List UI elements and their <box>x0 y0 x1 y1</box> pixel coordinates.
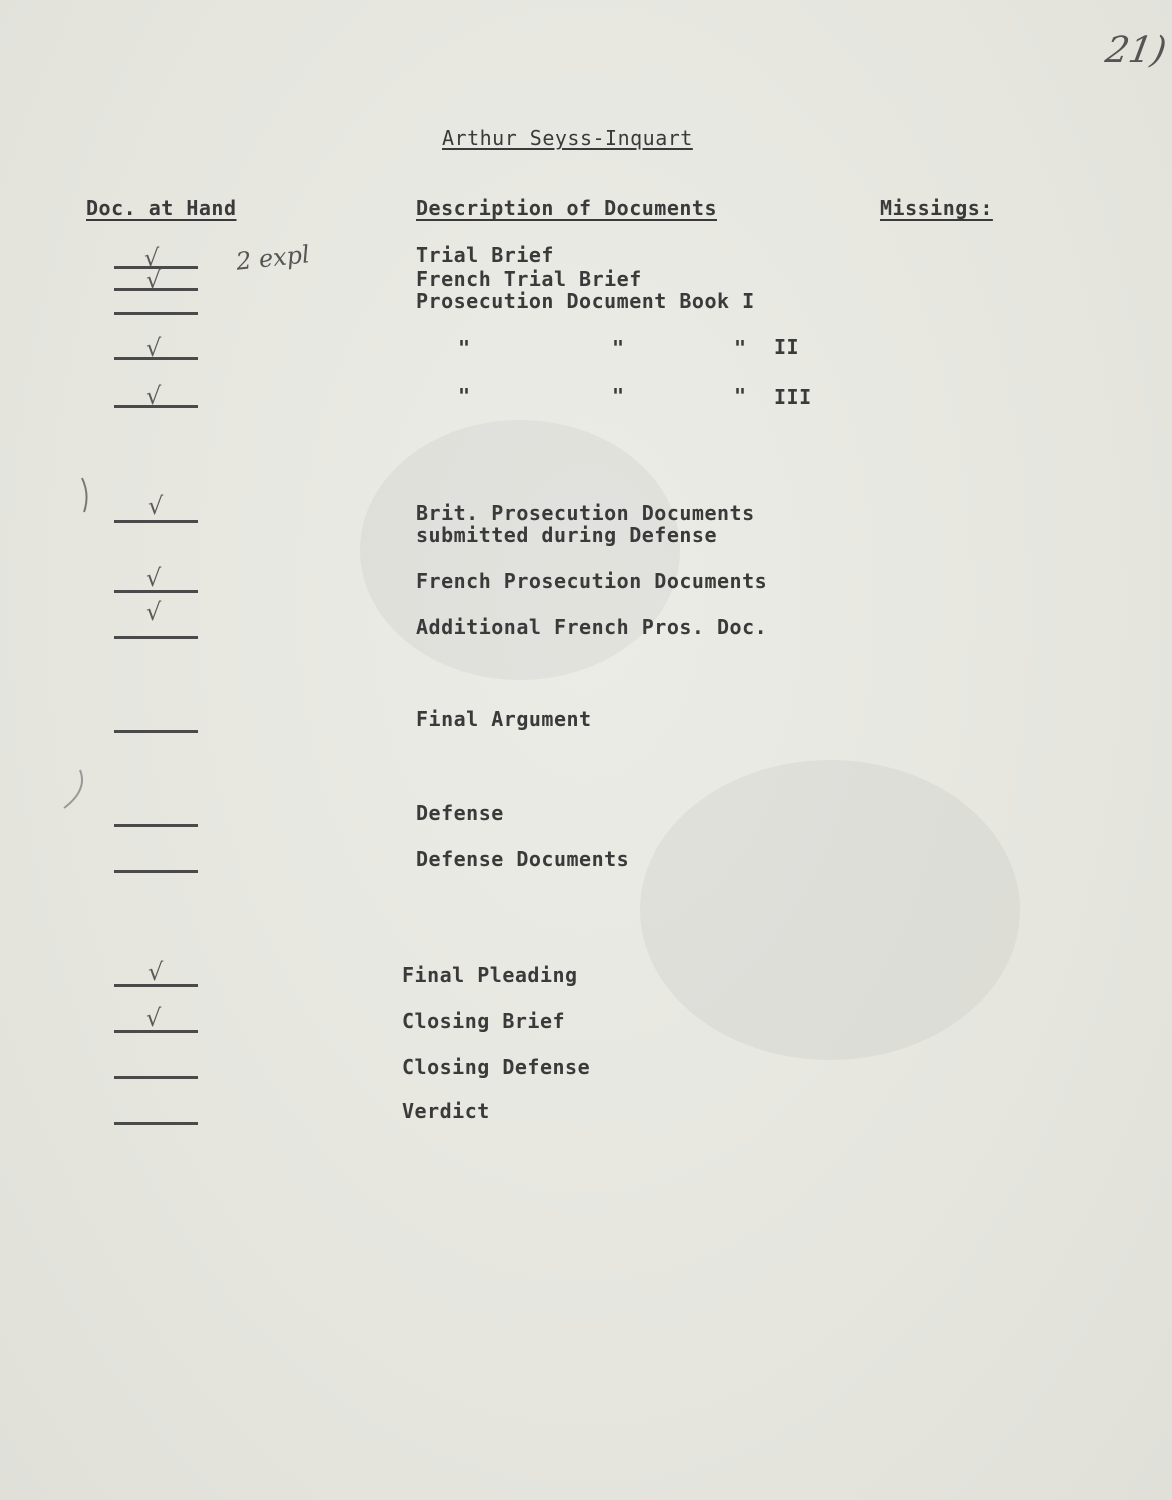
item-brit-prosecution-documents: Brit. Prosecution Documents <box>416 501 755 525</box>
check-mark: √ <box>146 1004 162 1032</box>
check-mark: √ <box>146 564 162 592</box>
check-line <box>114 824 198 827</box>
paper-stain <box>360 420 680 680</box>
item-final-pleading: Final Pleading <box>402 963 578 987</box>
item-defense: Defense <box>416 801 504 825</box>
item-french-prosecution-documents: French Prosecution Documents <box>416 569 768 593</box>
check-mark: √ <box>146 598 162 626</box>
item-final-argument: Final Argument <box>416 707 592 731</box>
check-line <box>114 636 198 639</box>
ditto-mark: " <box>612 336 625 360</box>
check-line <box>114 870 198 873</box>
item-prosecution-book-1: Prosecution Document Book I <box>416 289 755 313</box>
check-line <box>114 520 198 523</box>
item-prosecution-book-3: III <box>774 385 812 409</box>
item-additional-french-pros-doc: Additional French Pros. Doc. <box>416 615 768 639</box>
ditto-mark: " <box>734 336 747 360</box>
document-title: Arthur Seyss-Inquart <box>442 126 693 150</box>
check-mark: √ <box>148 492 164 520</box>
page-number: 21) <box>1102 30 1170 71</box>
header-missings: Missings: <box>880 196 993 220</box>
ditto-mark: " <box>734 384 747 408</box>
item-brit-prosecution-documents-line2: submitted during Defense <box>416 523 717 547</box>
ditto-mark: " <box>458 336 471 360</box>
margin-marks <box>60 470 100 830</box>
item-closing-brief: Closing Brief <box>402 1009 566 1033</box>
item-defense-documents: Defense Documents <box>416 847 630 871</box>
header-description: Description of Documents <box>416 196 717 220</box>
check-line <box>114 730 198 733</box>
check-line <box>114 1122 198 1125</box>
check-mark: √ <box>144 244 160 272</box>
ditto-mark: " <box>612 384 625 408</box>
check-mark: √ <box>146 382 162 410</box>
handwritten-annotation: 2 expl <box>234 240 311 276</box>
item-prosecution-book-2: II <box>774 335 800 359</box>
check-line <box>114 312 198 315</box>
check-mark: √ <box>148 958 164 986</box>
item-closing-defense: Closing Defense <box>402 1055 591 1079</box>
check-mark: √ <box>146 266 162 294</box>
check-line <box>114 1076 198 1079</box>
item-trial-brief: Trial Brief <box>416 243 554 267</box>
header-doc-at-hand: Doc. at Hand <box>86 196 237 220</box>
ditto-mark: " <box>458 384 471 408</box>
check-mark: √ <box>146 334 162 362</box>
item-verdict: Verdict <box>402 1099 490 1123</box>
paper-stain <box>640 760 1020 1060</box>
item-french-trial-brief: French Trial Brief <box>416 267 642 291</box>
